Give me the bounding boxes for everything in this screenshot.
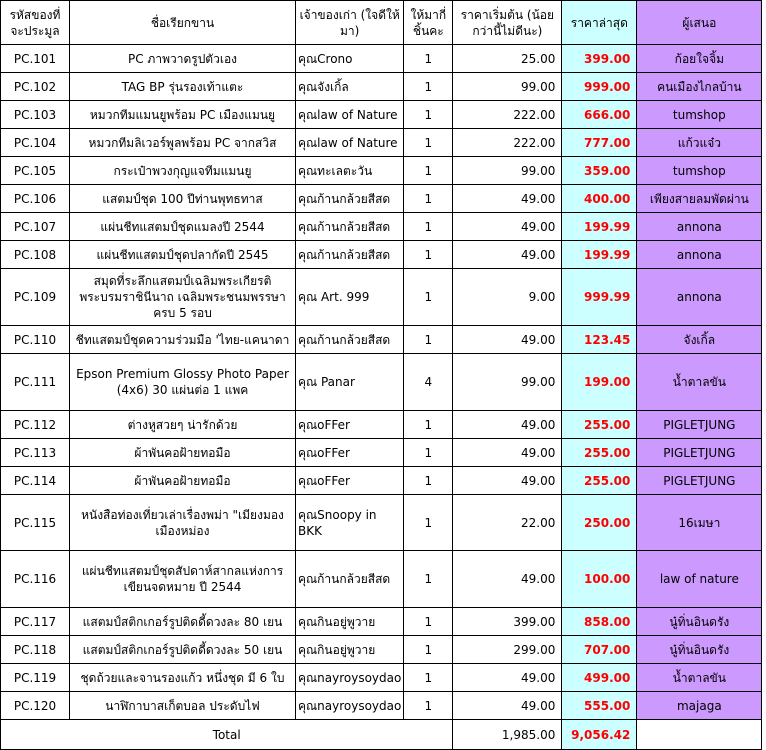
item-name: แผ่นชีทแสตมป์ชุดสัปดาห์สากลแห่งการเขียนจดหมาย ปี 2544 — [70, 551, 296, 608]
item-latest-price: 400.00 — [562, 185, 637, 213]
item-quantity: 1 — [404, 73, 453, 101]
table-row — [1, 692, 762, 720]
item-name: ต่างหูสวยๆ น่ารักด้วย — [70, 411, 296, 439]
item-latest-price: 999.00 — [562, 73, 637, 101]
item-quantity: 1 — [404, 157, 453, 185]
item-bidder: tumshop — [637, 101, 762, 129]
item-quantity: 1 — [404, 241, 453, 269]
item-code: PC.107 — [1, 213, 70, 241]
item-name: แสตมป์ชุด 100 ปีท่านพุทธทาส — [70, 185, 296, 213]
item-name: หนังสือท่องเที่ยวเล่าเรื่องพม่า "เมียงมองเมืองหม่อง — [70, 495, 296, 551]
item-start-price: 25.00 — [453, 45, 562, 73]
item-code: PC.119 — [1, 664, 70, 692]
item-owner: คุณทะเลตะวัน — [296, 157, 404, 185]
item-owner: คุณoFFer — [296, 439, 404, 467]
item-latest-price: 666.00 — [562, 101, 637, 129]
item-owner: คุณก้านกล้วยสีสด — [296, 551, 404, 608]
item-latest-price: 707.00 — [562, 636, 637, 664]
item-latest-price: 858.00 — [562, 608, 637, 636]
item-code: PC.101 — [1, 45, 70, 73]
header-start-price: ราคาเริ่มต้น (น้อยกว่านี้ไม่ดีนะ) — [453, 1, 562, 45]
item-start-price: 99.00 — [453, 73, 562, 101]
item-bidder: PIGLETJUNG — [637, 467, 762, 495]
table-row — [1, 608, 762, 636]
item-start-price: 49.00 — [453, 692, 562, 720]
table-row — [1, 213, 762, 241]
item-name: ชุดถ้วยและจานรองแก้ว หนึ่งชุด มี 6 ใบ — [70, 664, 296, 692]
header-owner: เจ้าของเก่า (ใจดีให้มา) — [296, 1, 404, 45]
table-row — [1, 157, 762, 185]
item-quantity: 1 — [404, 269, 453, 326]
item-owner: คุณSnoopy in BKK — [296, 495, 404, 551]
item-latest-price: 255.00 — [562, 467, 637, 495]
total-row — [1, 720, 762, 750]
item-quantity: 1 — [404, 664, 453, 692]
table-row — [1, 354, 762, 411]
item-start-price: 49.00 — [453, 439, 562, 467]
item-bidder: tumshop — [637, 157, 762, 185]
item-start-price: 49.00 — [453, 185, 562, 213]
header-row — [1, 1, 762, 45]
total-latest-price: 9,056.42 — [562, 720, 637, 750]
item-code: PC.104 — [1, 129, 70, 157]
item-owner: คุณกินอยู่พูวาย — [296, 608, 404, 636]
item-start-price: 49.00 — [453, 664, 562, 692]
item-latest-price: 777.00 — [562, 129, 637, 157]
item-start-price: 9.00 — [453, 269, 562, 326]
header-code: รหัสของที่จะประมูล — [1, 1, 70, 45]
item-quantity: 1 — [404, 411, 453, 439]
item-code: PC.120 — [1, 692, 70, 720]
item-owner: คุณจังเกิ้ล — [296, 73, 404, 101]
item-name: ชีทแสตมป์ชุดความร่วมมือ 'ไทย-แคนาดา — [70, 326, 296, 354]
item-bidder: PIGLETJUNG — [637, 439, 762, 467]
item-code: PC.106 — [1, 185, 70, 213]
item-quantity: 1 — [404, 467, 453, 495]
item-name: แสตมป์สติกเกอร์รูปติดดี้ดวงละ 50 เยน — [70, 636, 296, 664]
table-row — [1, 129, 762, 157]
item-name: แผ่นชีทแสตมป์ชุดปลากัดปี 2545 — [70, 241, 296, 269]
item-latest-price: 999.99 — [562, 269, 637, 326]
item-bidder: ก้อยใจจิ้ม — [637, 45, 762, 73]
item-bidder: น้ำตาลขัน — [637, 354, 762, 411]
item-quantity: 1 — [404, 45, 453, 73]
item-code: PC.115 — [1, 495, 70, 551]
item-owner: คุณ Panar — [296, 354, 404, 411]
table-row — [1, 551, 762, 608]
item-owner: คุณ Art. 999 — [296, 269, 404, 326]
item-code: PC.118 — [1, 636, 70, 664]
item-code: PC.116 — [1, 551, 70, 608]
item-name: กระเป๋าพวงกุญแจทีมแมนยู — [70, 157, 296, 185]
item-quantity: 1 — [404, 636, 453, 664]
item-owner: คุณก้านกล้วยสีสด — [296, 241, 404, 269]
item-quantity: 1 — [404, 185, 453, 213]
item-owner: คุณlaw of Nature — [296, 101, 404, 129]
table-row — [1, 101, 762, 129]
item-code: PC.103 — [1, 101, 70, 129]
table-row — [1, 241, 762, 269]
total-bidder-empty — [637, 720, 762, 750]
item-name: สมุดที่ระลึกแสตมป์เฉลิมพระเกียรติ พระบรมราชินีนาถ เฉลิมพระชนมพรรษา ครบ 5 รอบ — [70, 269, 296, 326]
item-name: PC ภาพวาดรูปตัวเอง — [70, 45, 296, 73]
item-name: หมวกทีมแมนยูพร้อม PC เมืองแมนยู — [70, 101, 296, 129]
item-bidder: PIGLETJUNG — [637, 411, 762, 439]
item-quantity: 1 — [404, 439, 453, 467]
item-bidder: annona — [637, 213, 762, 241]
item-quantity: 1 — [404, 551, 453, 608]
table-row — [1, 269, 762, 326]
item-bidder: majaga — [637, 692, 762, 720]
item-owner: คุณlaw of Nature — [296, 129, 404, 157]
item-owner: คุณก้านกล้วยสีสด — [296, 185, 404, 213]
table-row — [1, 664, 762, 692]
item-start-price: 222.00 — [453, 129, 562, 157]
item-code: PC.113 — [1, 439, 70, 467]
table-row — [1, 467, 762, 495]
table-row — [1, 73, 762, 101]
item-latest-price: 255.00 — [562, 411, 637, 439]
item-latest-price: 555.00 — [562, 692, 637, 720]
item-quantity: 1 — [404, 213, 453, 241]
item-latest-price: 123.45 — [562, 326, 637, 354]
item-name: Epson Premium Glossy Photo Paper (4x6) 30 แผ่นต่อ 1 แพค — [70, 354, 296, 411]
item-quantity: 1 — [404, 326, 453, 354]
item-start-price: 99.00 — [453, 354, 562, 411]
item-start-price: 22.00 — [453, 495, 562, 551]
item-owner: คุณก้านกล้วยสีสด — [296, 213, 404, 241]
item-name: แผ่นชีทแสตมป์ชุดแมลงปี 2544 — [70, 213, 296, 241]
table-row — [1, 636, 762, 664]
item-name: นาฬิกาบาสเก็ตบอล ประดับไฟ — [70, 692, 296, 720]
item-name: TAG BP รุ่นรองเท้าแตะ — [70, 73, 296, 101]
item-bidder: นู๋ทิ่นอินดรัง — [637, 608, 762, 636]
item-owner: คุณnayroysoydao — [296, 692, 404, 720]
item-name: หมวกทีมลิเวอร์พูลพร้อม PC จากสวิส — [70, 129, 296, 157]
table-row — [1, 185, 762, 213]
header-latest-price: ราคาล่าสุด — [562, 1, 637, 45]
item-quantity: 4 — [404, 354, 453, 411]
table-row — [1, 45, 762, 73]
item-owner: คุณoFFer — [296, 467, 404, 495]
item-start-price: 49.00 — [453, 467, 562, 495]
item-start-price: 399.00 — [453, 608, 562, 636]
item-start-price: 299.00 — [453, 636, 562, 664]
item-owner: คุณoFFer — [296, 411, 404, 439]
item-latest-price: 199.99 — [562, 213, 637, 241]
table-row — [1, 439, 762, 467]
item-name: ผ้าพันคอฝ้ายทอมือ — [70, 439, 296, 467]
item-bidder: แก้วแจ๋ว — [637, 129, 762, 157]
item-latest-price: 100.00 — [562, 551, 637, 608]
item-latest-price: 250.00 — [562, 495, 637, 551]
item-start-price: 49.00 — [453, 411, 562, 439]
item-code: PC.108 — [1, 241, 70, 269]
item-bidder: คนเมืองไกลบ้าน — [637, 73, 762, 101]
item-latest-price: 199.99 — [562, 241, 637, 269]
item-quantity: 1 — [404, 608, 453, 636]
item-bidder: จังเกิ้ล — [637, 326, 762, 354]
item-start-price: 99.00 — [453, 157, 562, 185]
item-start-price: 49.00 — [453, 551, 562, 608]
item-latest-price: 499.00 — [562, 664, 637, 692]
item-quantity: 1 — [404, 129, 453, 157]
header-qty: ให้มากี่ชิ้นคะ — [404, 1, 453, 45]
item-latest-price: 255.00 — [562, 439, 637, 467]
item-start-price: 49.00 — [453, 326, 562, 354]
item-quantity: 1 — [404, 692, 453, 720]
total-label: Total — [1, 720, 453, 750]
item-bidder: 16เมษา — [637, 495, 762, 551]
item-code: PC.102 — [1, 73, 70, 101]
item-bidder: น้ำตาลขัน — [637, 664, 762, 692]
item-bidder: law of nature — [637, 551, 762, 608]
item-owner: คุณCrono — [296, 45, 404, 73]
item-bidder: นู๋ทิ่นอินดรัง — [637, 636, 762, 664]
item-latest-price: 359.00 — [562, 157, 637, 185]
total-start-price: 1,985.00 — [453, 720, 562, 750]
item-code: PC.110 — [1, 326, 70, 354]
item-start-price: 49.00 — [453, 241, 562, 269]
item-code: PC.111 — [1, 354, 70, 411]
item-code: PC.105 — [1, 157, 70, 185]
item-bidder: เพียงสายลมพัดผ่าน — [637, 185, 762, 213]
table-body — [1, 45, 762, 720]
table-row — [1, 495, 762, 551]
header-bidder: ผู้เสนอ — [637, 1, 762, 45]
item-name: แสตมป์สติกเกอร์รูปติดดี้ดวงละ 80 เยน — [70, 608, 296, 636]
item-code: PC.109 — [1, 269, 70, 326]
item-latest-price: 199.00 — [562, 354, 637, 411]
item-code: PC.112 — [1, 411, 70, 439]
item-code: PC.117 — [1, 608, 70, 636]
item-owner: คุณnayroysoydao — [296, 664, 404, 692]
item-quantity: 1 — [404, 495, 453, 551]
header-name: ชื่อเรียกขาน — [70, 1, 296, 45]
item-latest-price: 399.00 — [562, 45, 637, 73]
item-owner: คุณก้านกล้วยสีสด — [296, 326, 404, 354]
item-start-price: 49.00 — [453, 213, 562, 241]
item-bidder: annona — [637, 241, 762, 269]
item-code: PC.114 — [1, 467, 70, 495]
item-bidder: annona — [637, 269, 762, 326]
item-start-price: 222.00 — [453, 101, 562, 129]
item-owner: คุณกินอยู่พูวาย — [296, 636, 404, 664]
table-row — [1, 411, 762, 439]
table-row — [1, 326, 762, 354]
item-quantity: 1 — [404, 101, 453, 129]
item-name: ผ้าพันคอฝ้ายทอมือ — [70, 467, 296, 495]
